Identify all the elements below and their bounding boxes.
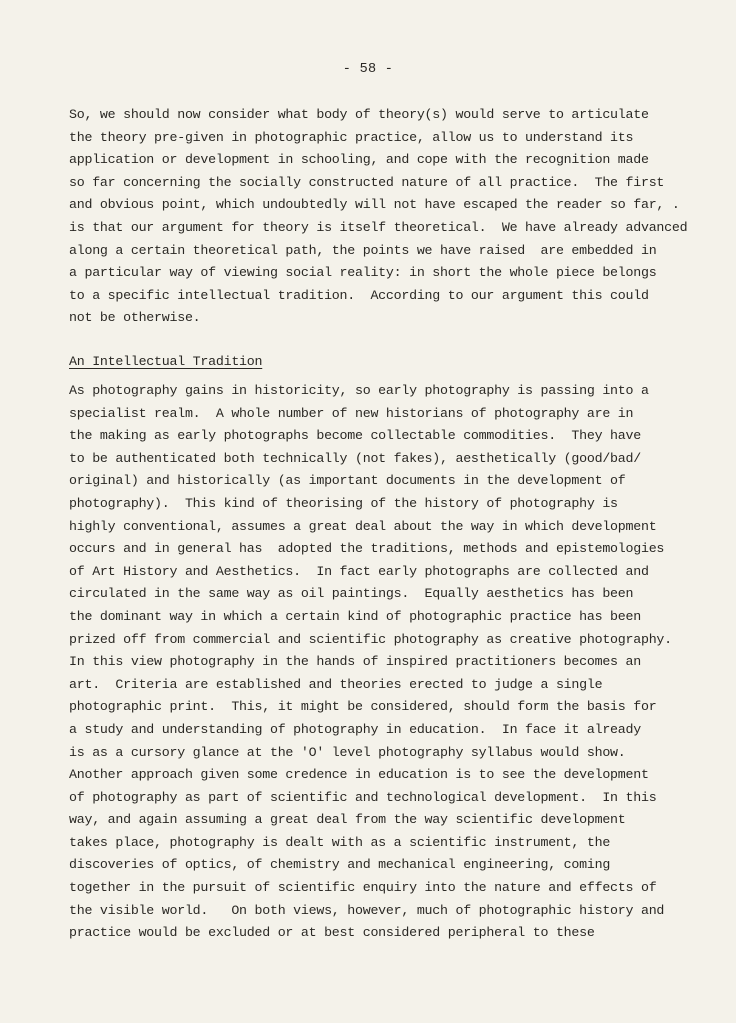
text-line: a particular way of viewing social reality: in short the whole piece belongs [69,265,657,281]
paragraph-intellectual-tradition [69,380,709,945]
text-line: takes place, photography is dealt with as a scientific instrument, the [69,834,611,850]
text-line: Another approach given some credence in education is to see the development [69,767,649,783]
text-line: along a certain theoretical path, the points we have raised are embedded in [69,242,657,258]
text-line: the visible world. On both views, however, much of photographic history and [69,902,665,918]
text-line: occurs and in general has adopted the traditions, methods and epistemologies [69,541,665,557]
text-line: so far concerning the socially constructed nature of all practice. The first [69,174,665,190]
text-line: the dominant way in which a certain kind of photographic practice has been [69,608,641,624]
text-line: of Art History and Aesthetics. In fact early photographs are collected and [69,563,649,579]
text-line: original) and historically (as important documents in the development of [69,473,626,489]
text-line: prized off from commercial and scientific photography as creative photography. [69,631,672,647]
text-line: the theory pre-given in photographic practice, allow us to understand its [69,129,634,145]
text-line: circulated in the same way as oil paintings. Equally aesthetics has been [69,586,634,602]
text-line: together in the pursuit of scientific enquiry into the nature and effects of [69,880,657,896]
page-number: - 58 - [342,62,394,77]
text-line: and obvious point, which undoubtedly will not have escaped the reader so far, . [69,197,680,213]
text-line: the making as early photographs become collectable commodities. They have [69,428,641,444]
text-line: So, we should now consider what body of theory(s) would serve to articulate [69,107,649,122]
text-line: is that our argument for theory is itself theoretical. We have already advanced [69,219,688,235]
text-line: to be authenticated both technically (not fakes), aesthetically (good/bad/ [69,450,641,466]
text-line: practice would be excluded or at best considered peripheral to these [69,925,595,941]
text-line: is as a cursory glance at the 'O' level photography syllabus would show. [69,744,626,760]
paragraph-intro [69,104,709,330]
text-line: photography). This kind of theorising of the history of photography is [69,495,618,511]
text-line: As photography gains in historicity, so early photography is passing into a [69,383,649,398]
text-line: not be otherwise. [69,310,201,326]
text-line: specialist realm. A whole number of new historians of photography are in [69,405,634,421]
text-line: to a specific intellectual tradition. According to our argument this could [69,287,649,303]
text-line: photographic print. This, it might be considered, should form the basis for [69,699,657,715]
text-line: art. Criteria are established and theories erected to judge a single [69,676,603,692]
text-line: of photography as part of scientific and technological development. In this [69,789,657,805]
text-line: way, and again assuming a great deal from the way scientific development [69,812,626,828]
text-line: highly conventional, assumes a great deal about the way in which development [69,518,657,534]
text-line: a study and understanding of photography in education. In face it already [69,721,641,737]
text-line: discoveries of optics, of chemistry and mechanical engineering, coming [69,857,611,873]
section-heading: An Intellectual Tradition [69,354,263,369]
text-line: application or development in schooling, and cope with the recognition made [69,152,649,168]
text-line: In this view photography in the hands of inspired practitioners becomes an [69,654,641,670]
